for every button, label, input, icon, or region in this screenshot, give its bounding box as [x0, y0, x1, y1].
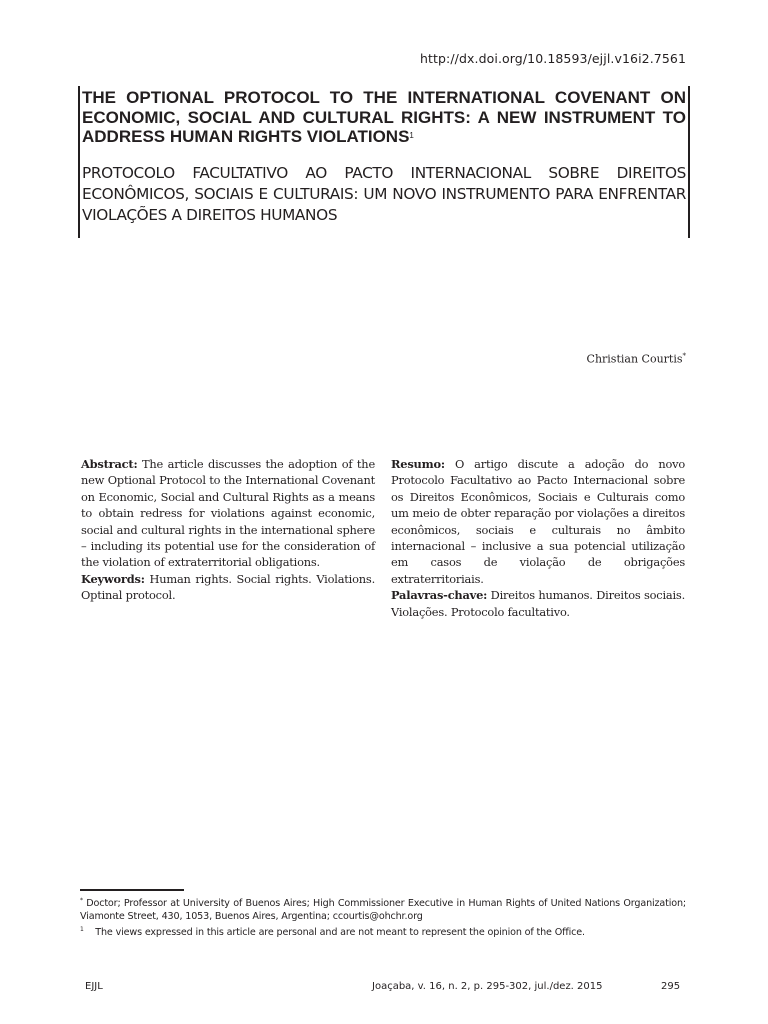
author-name-text: Christian Courtis: [586, 352, 683, 366]
author-name: [587, 352, 686, 366]
resumo-column: [391, 456, 685, 620]
keywords-label: Keywords:: [81, 571, 145, 586]
footnote-1-text: The views expressed in this article are personal and are not meant to represent the opinion of the Office.: [95, 927, 585, 939]
doi-link[interactable]: http://dx.doi.org/10.18593/ejjl.v16i2.7561: [420, 51, 686, 66]
title-footnote-marker[interactable]: 1: [409, 131, 414, 140]
abstract-paragraph: [81, 456, 375, 571]
footnote-1-marker: 1: [80, 926, 84, 934]
abstract-column: [81, 456, 375, 604]
palavras-chave-text: Direitos humanos. Direitos sociais. Violações. Protocolo facultativo.: [391, 588, 685, 619]
title-portuguese: PROTOCOLO FACULTATIVO AO PACTO INTERNACIONAL SOBRE DIREITOS ECONÔMICOS, SOCIAIS E CULTURAIS: UM NOVO INSTRUMENTO PARA ENFRENTAR VIOLAÇÕES A DIREITOS HUMANOS: [82, 164, 686, 224]
footnote-1: [80, 923, 686, 939]
footnote-rule: [80, 889, 184, 891]
palavras-chave-label: Palavras-chave:: [391, 588, 488, 603]
footnote-author-text: Doctor; Professor at University of Buenos Aires; High Commissioner Executive in Human Rights of United Nations Organization; Viamonte Street, 430, 1053, Buenos Aires, Argentina; ccourtis@ohchr.org: [80, 898, 686, 923]
abstract-label: Abstract:: [81, 457, 138, 471]
keywords-paragraph: [81, 571, 375, 604]
footer-journal: EJJL: [85, 981, 103, 992]
title-english-text: THE OPTIONAL PROTOCOL TO THE INTERNATIONAL COVENANT ON ECONOMIC, SOCIAL AND CULTURAL RIGHTS: A NEW INSTRUMENT TO ADDRESS HUMAN RIGHTS VIOLATIONS: [82, 88, 686, 146]
title-block: [78, 84, 690, 240]
footnotes: [80, 894, 686, 939]
title-left-rule: [78, 86, 80, 238]
keywords-text: Human rights. Social rights. Violations. Optinal protocol.: [81, 571, 375, 603]
title-right-rule: [688, 86, 690, 238]
footnote-author-marker: *: [80, 897, 83, 904]
palavras-chave-paragraph: [391, 587, 685, 620]
resumo-paragraph: [391, 456, 685, 587]
footer-page-number: 295: [661, 981, 681, 992]
author-footnote-marker[interactable]: *: [682, 352, 686, 360]
footer-citation: Joaçaba, v. 16, n. 2, p. 295-302, jul./dez. 2015: [372, 981, 603, 992]
footnote-author: [80, 894, 686, 923]
resumo-label: Resumo:: [391, 457, 445, 471]
resumo-text: O artigo discute a adoção do novo Protocolo Facultativo ao Pacto Internacional sobre os Direitos Econômicos, Sociais e Culturais como um meio de obter reparação por violações a direitos econômicos, sociais e culturais no âmbito internacional – inclusive a sua potencial utilização em casos de violação de obrigações extraterritoriais.: [391, 457, 686, 586]
abstract-text: The article discusses the adoption of the new Optional Protocol to the International Covenant on Economic, Social and Cultural Rights as a means to obtain redress for violations against economic, social and cultural rights in the international sphere – including its potential use for the consideration of the violation of extraterritorial obligations.: [81, 457, 375, 570]
title-english: [82, 88, 686, 147]
